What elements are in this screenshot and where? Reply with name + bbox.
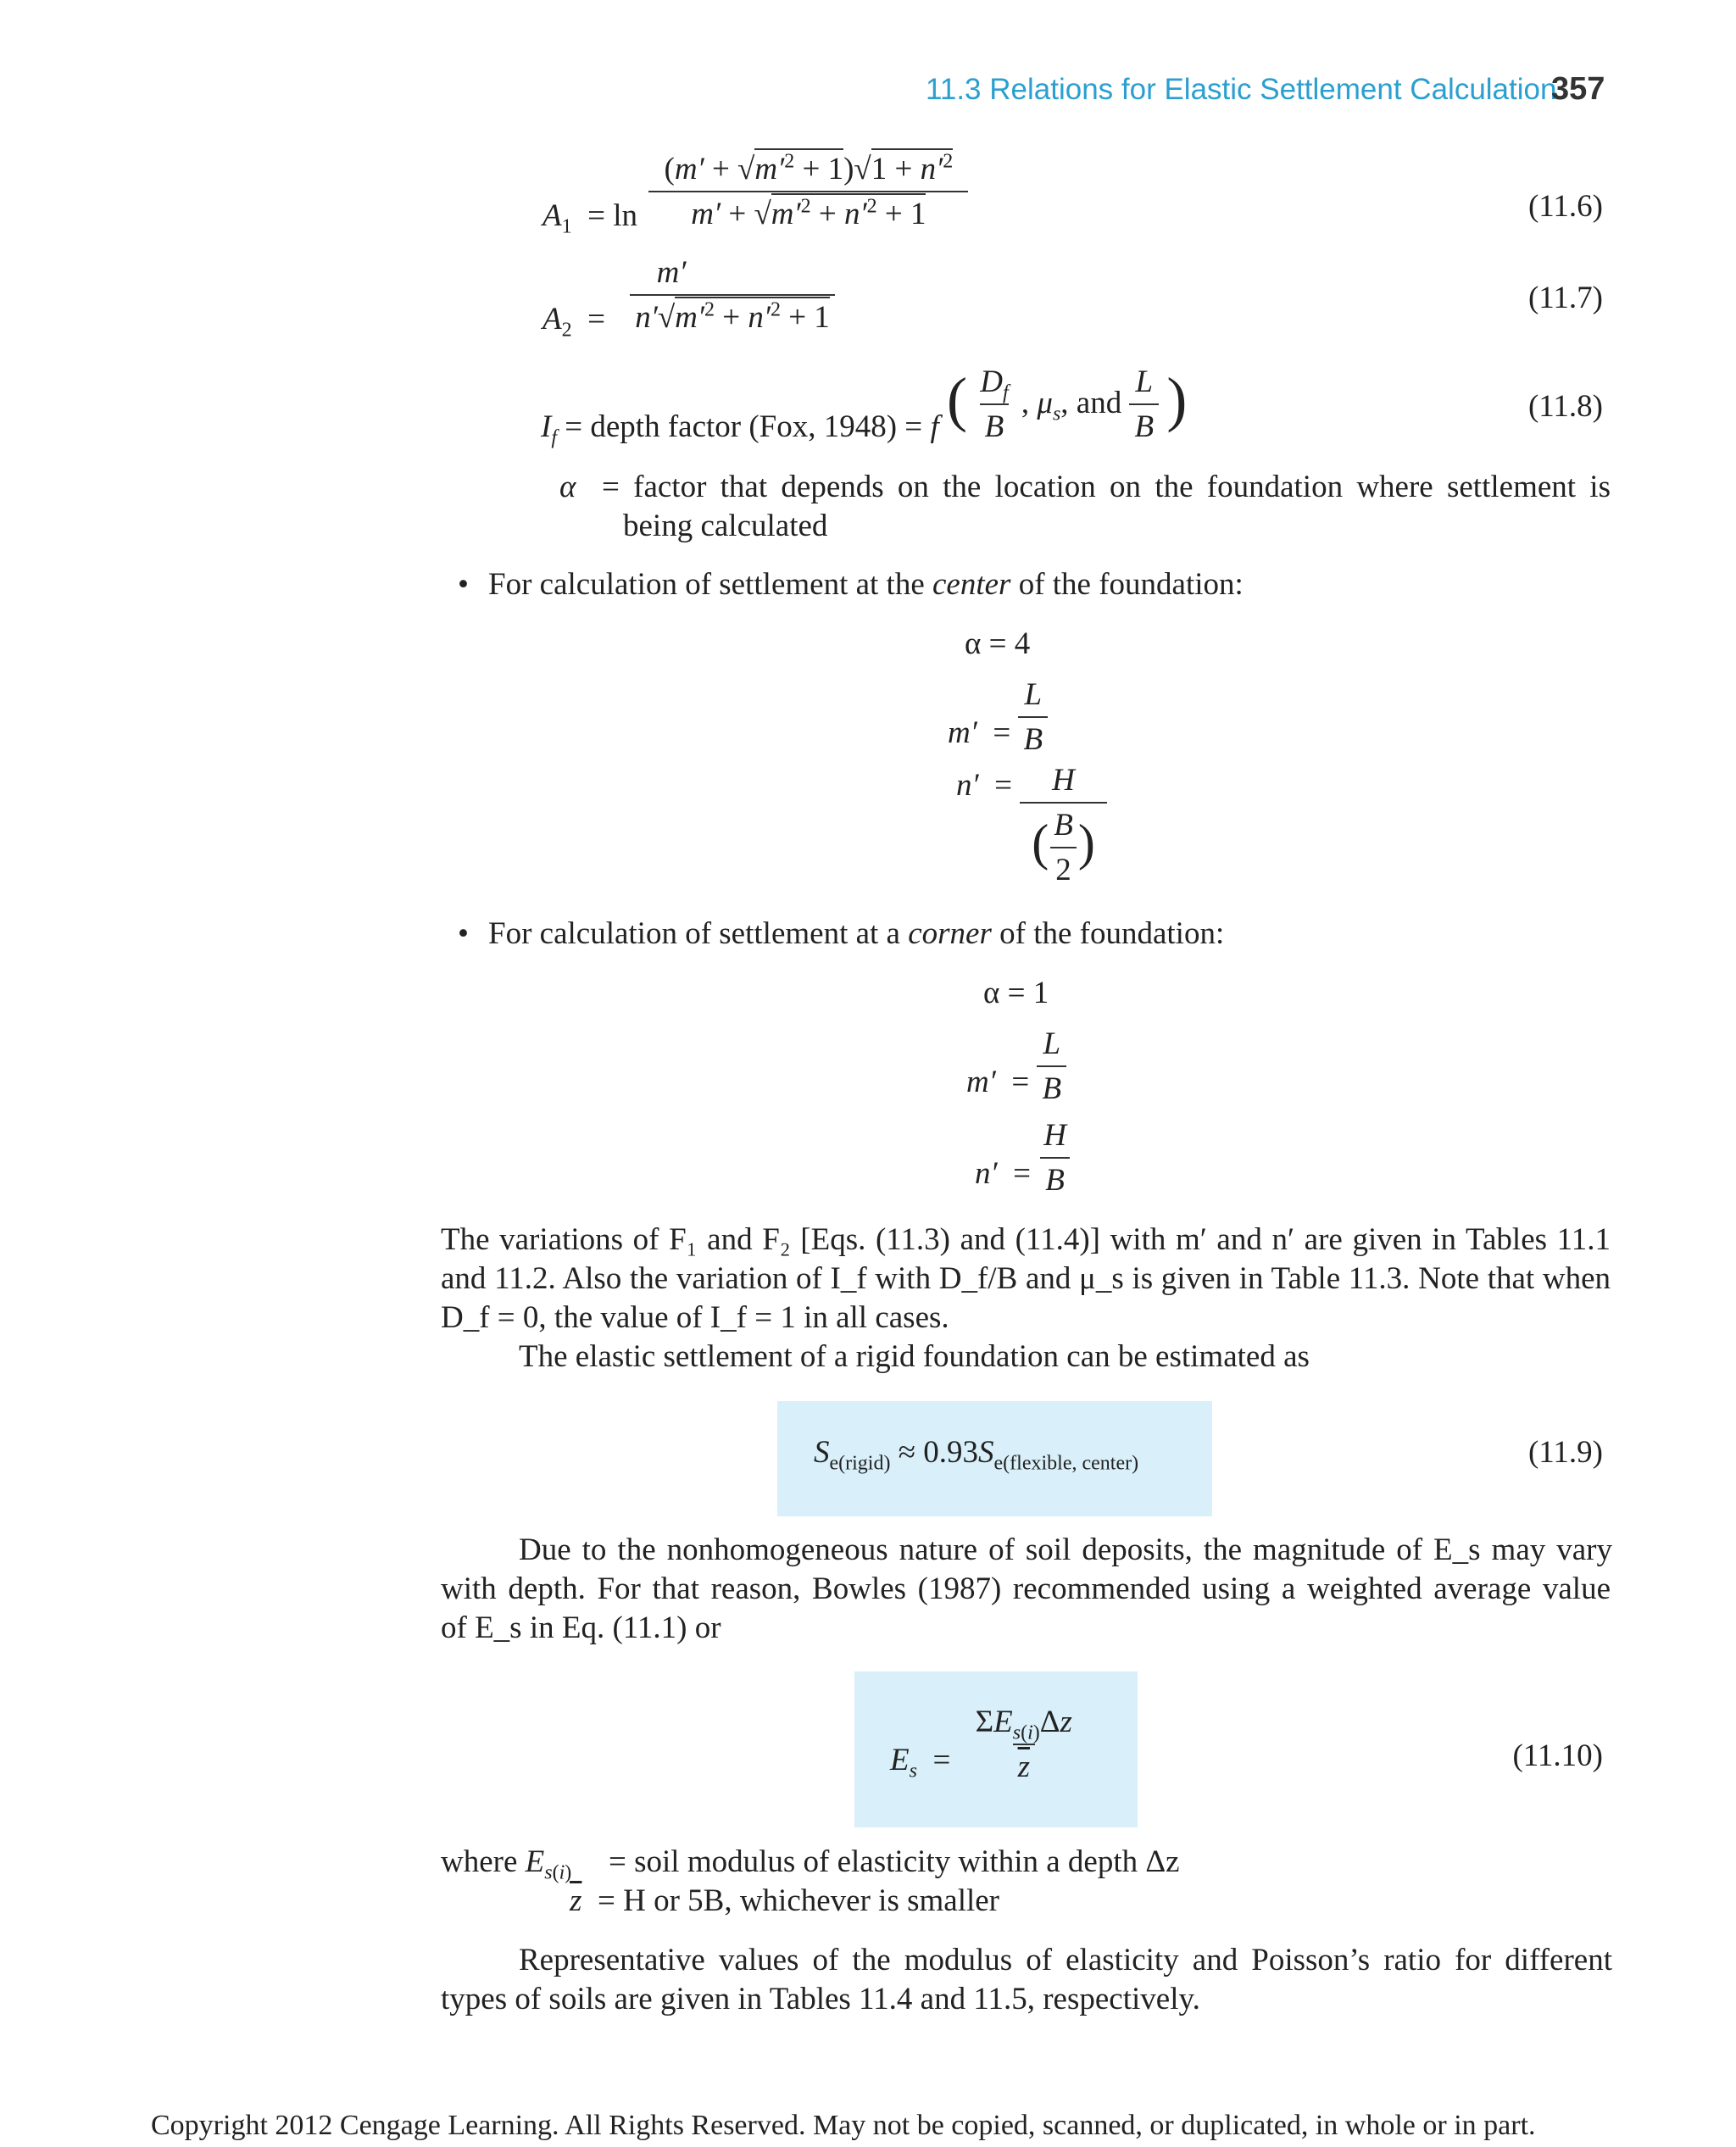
corner-n-prime: n′ = $\frac{H}{B}$: [975, 1117, 1071, 1199]
bullet-corner: • For calculation of settlement at a corner of the foundation:: [458, 916, 1225, 951]
equation-11-9: $S_{e(rigid)} \approx 0.93S_{e(flexible, center)}$: [814, 1435, 1139, 1475]
depth-factor-text: = depth factor (Fox, 1948) =: [565, 409, 923, 444]
paragraph-2-line1: Due to the nonhomogeneous nature of soil deposits, the magnitude of E_s may vary: [519, 1532, 1612, 1567]
page-number: 357: [1551, 71, 1605, 107]
alpha-symbol: α: [559, 470, 576, 504]
paragraph-2-line3: of E_s in Eq. (11.1) or: [441, 1610, 721, 1645]
equation-number: (11.10): [1512, 1738, 1603, 1773]
paragraph-3-line1: Representative values of the modulus of elasticity and Poisson’s ratio for different: [519, 1943, 1612, 1977]
corner-m-prime: m′ = $\frac{L}{B}$: [966, 1026, 1066, 1107]
running-head: 11.3 Relations for Elastic Settlement Calculation: [926, 73, 1557, 106]
center-n-prime: n′ = H ( $\frac{B}{2}$ ): [956, 767, 1107, 888]
equation-11-6: $A_1 = \ln$ $\frac{(m' + √m'^2 + 1)√1 + n'^2}{m' + √m'^2 + n'^2 + 1}$: [542, 151, 968, 232]
center-m-prime: m′ = $\frac{L}{B}$: [948, 676, 1048, 758]
equation-number: (11.6): [1527, 189, 1603, 224]
bullet-center: • For calculation of settlement at the center of the foundation:: [458, 567, 1244, 602]
paragraph-1-line2: and 11.2. Also the variation of I_f with D_f/B and μ_s is given in Table 11.3. Note that when: [441, 1261, 1611, 1296]
paragraph-3-line2: types of soils are given in Tables 11.4 and 11.5, respectively.: [441, 1982, 1200, 2016]
alpha-definition-line2: being calculated: [623, 509, 828, 543]
equation-11-10: $E_s$ = $\frac{\Sigma E_{s(i)}\Delta z}{z}$: [890, 1705, 1072, 1784]
equation-number: (11.7): [1527, 281, 1603, 315]
equation-number: (11.8): [1527, 389, 1603, 424]
paragraph-1-line1: The variations of F₁ and F₂ [Eqs. (11.3) and (11.4)] with m′ and n′ are given in Tables 11.1: [441, 1222, 1611, 1257]
alpha-definition-line1: = factor that depends on the location on the foundation where settlement is: [602, 470, 1611, 504]
equation-number: (11.9): [1527, 1435, 1603, 1470]
where-label: where $E_{s(i)}$: [441, 1844, 572, 1884]
equation-11-8: $I_f$ = depth factor (Fox, 1948) = f ( $\frac{D_f}{B}$ , $\mu_s$, and $\frac{L}{B}$ ): [541, 364, 1188, 449]
where-definition-2: = H or 5B, whichever is smaller: [598, 1883, 1000, 1918]
paragraph-2-line2: with depth. For that reason, Bowles (1987) recommended using a weighted average value: [441, 1571, 1611, 1606]
where-definition-1: = soil modulus of elasticity within a depth Δz: [609, 1844, 1180, 1879]
paragraph-1-line4: The elastic settlement of a rigid foundation can be estimated as: [519, 1339, 1310, 1374]
center-alpha: α = 4: [965, 626, 1031, 661]
corner-alpha: α = 1: [983, 976, 1049, 1010]
z-bar-symbol: $\overline{z}$: [570, 1883, 582, 1918]
paragraph-1-line3: D_f = 0, the value of I_f = 1 in all cases.: [441, 1300, 949, 1335]
equation-11-7: $A_2$ = $\frac{m'}{n'√m'^2 + n'^2 + 1}$: [542, 254, 835, 336]
copyright-notice: Copyright 2012 Cengage Learning. All Rights Reserved. May not be copied, scanned, or duplicated, in whole or in part.: [151, 2110, 1536, 2141]
